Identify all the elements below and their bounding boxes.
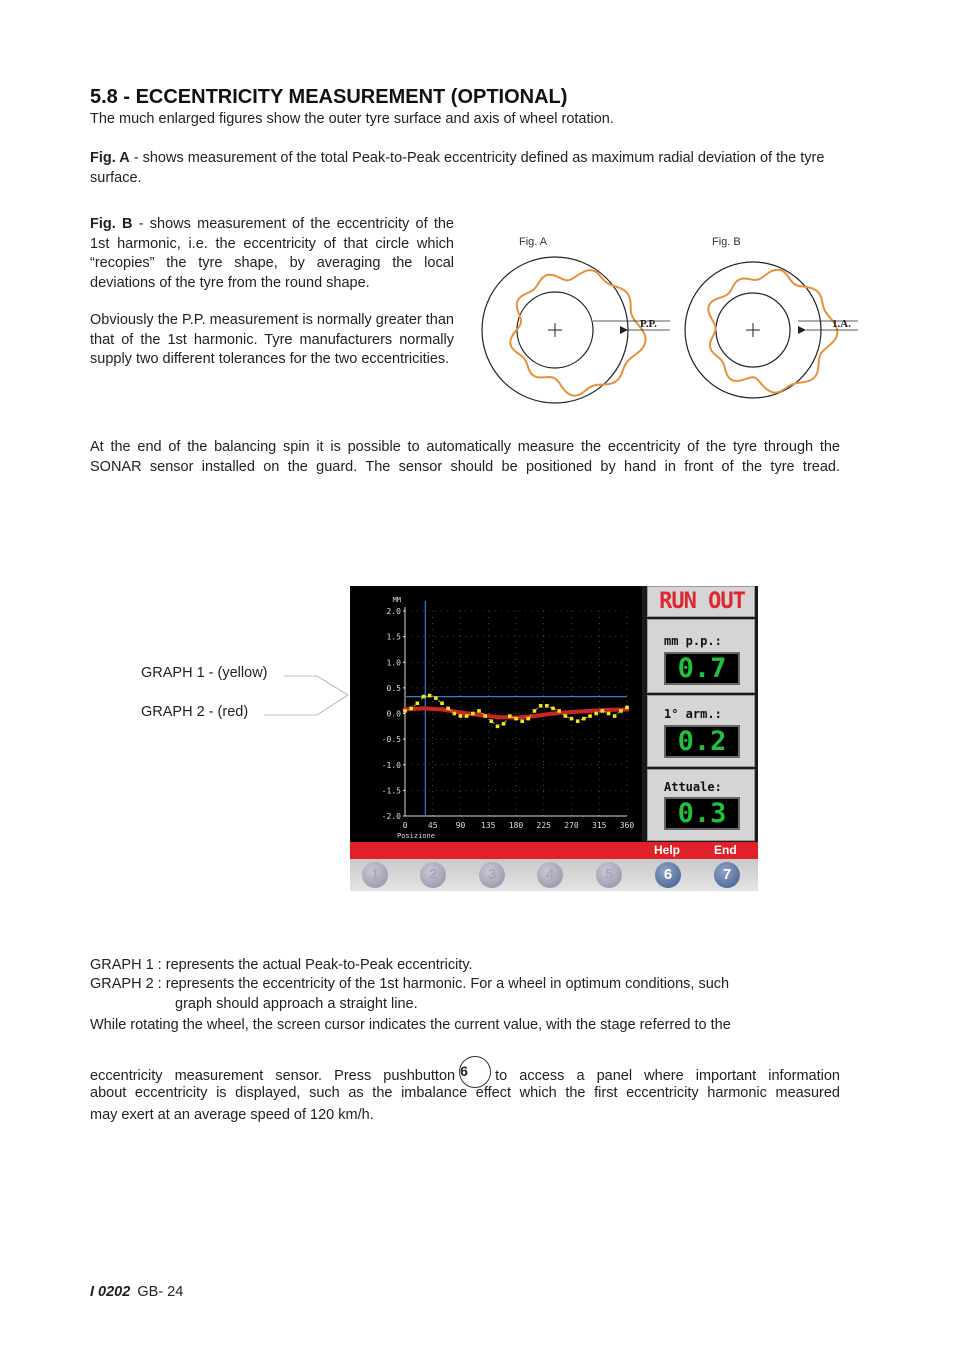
graph1-point	[594, 712, 598, 716]
x-tick-label: 270	[564, 821, 579, 830]
graph1-point	[446, 707, 450, 711]
graph2-point	[588, 709, 592, 713]
arm-value-display: 0.2	[664, 725, 740, 758]
fig-b-ia-arrow	[798, 326, 806, 334]
graph1-point	[477, 709, 481, 713]
graph1-desc: GRAPH 1 : represents the actual Peak-to-Peak eccentricity.	[90, 957, 473, 973]
fig-b-paragraph	[90, 215, 454, 293]
eccentricity-figures	[470, 250, 870, 415]
graph1-label: GRAPH 1 - (yellow)	[141, 665, 268, 681]
fig-b-diagram	[685, 262, 858, 398]
graph1-point	[520, 719, 524, 723]
button-1[interactable]: 1	[362, 862, 388, 888]
arm-panel	[647, 695, 755, 767]
graph1-point	[508, 714, 512, 718]
press-line3: may exert at an average speed of 120 km/h.	[90, 1107, 374, 1123]
function-bar	[350, 842, 758, 859]
graph1-point	[533, 709, 537, 713]
x-tick-label: 0	[402, 821, 408, 830]
obvious-paragraph: Obviously the P.P. measurement is normally greater than that of the 1st harmonic. Tyre manufacturers normally supply two different tolerances for the two eccentricities.	[90, 312, 454, 367]
page-footer	[90, 1284, 183, 1300]
button-5[interactable]: 5	[596, 862, 622, 888]
end-label: End	[714, 843, 737, 857]
y-tick-label: 0.0	[386, 709, 401, 719]
graph1-point	[459, 714, 463, 718]
x-axis-label: Posizione	[397, 832, 435, 840]
y-unit-label: MM	[392, 596, 401, 604]
page-number: GB- 24	[137, 1284, 184, 1300]
graph1-point	[557, 709, 561, 713]
pp-panel	[647, 619, 755, 693]
graph2-point	[477, 713, 481, 717]
graph2-desc-cont: graph should approach a straight line.	[175, 996, 418, 1012]
y-tick-label: 2.0	[386, 607, 401, 616]
pp-label: mm p.p.:	[664, 634, 722, 648]
graph2-point	[496, 715, 500, 719]
graph2-desc: GRAPH 2 : represents the eccentricity of the 1st harmonic. For a wheel in optimum conditions, such	[90, 976, 730, 992]
fig-a-paragraph	[90, 149, 840, 188]
graph1-point	[483, 714, 487, 718]
graph1-point	[471, 712, 475, 716]
graph2-point	[607, 708, 611, 712]
x-tick-label: 360	[619, 821, 635, 830]
x-tick-label: 45	[427, 821, 438, 830]
graph1-point	[502, 722, 506, 726]
spin-paragraph-line1	[90, 438, 840, 477]
fig-b-bold: Fig. B	[90, 216, 133, 232]
graph1-point	[403, 709, 407, 713]
graph1-point	[545, 704, 549, 708]
graph2-label: GRAPH 2 - (red)	[141, 704, 249, 720]
graph2-point	[533, 714, 537, 718]
fig-b-label: Fig. B	[712, 236, 741, 248]
graph1-point	[496, 725, 500, 729]
actual-label: Attuale:	[664, 780, 722, 794]
x-tick-label: 135	[481, 821, 496, 830]
y-tick-label: 1.5	[386, 632, 401, 642]
rotating-paragraph: While rotating the wheel, the screen cursor indicates the current value, with the stage referred to the	[90, 1017, 731, 1033]
press-after: to access a panel where important information	[495, 1067, 840, 1084]
doc-code: I 0202	[90, 1284, 131, 1300]
graph1-point	[570, 717, 574, 721]
graph1-point	[416, 701, 420, 705]
button-2[interactable]: 2	[420, 862, 446, 888]
title-panel	[647, 586, 755, 617]
fig-b-ia-label: 1.A.	[832, 318, 851, 330]
graph2-point	[551, 712, 555, 716]
graph1-point	[607, 712, 611, 716]
graph2-point	[440, 707, 444, 711]
x-tick-label: 315	[592, 821, 607, 830]
button-6-help[interactable]: 6	[655, 862, 681, 888]
graph1-point	[588, 714, 592, 718]
graph1-point	[613, 714, 617, 718]
graph1-point	[490, 719, 494, 723]
fig-a-diagram	[482, 257, 670, 403]
graph1-point	[428, 694, 432, 698]
graph1-point	[465, 714, 469, 718]
graph1-point	[539, 704, 543, 708]
press-before: eccentricity measurement sensor. Press pushbutton	[90, 1067, 456, 1084]
pp-value-display: 0.7	[664, 652, 740, 685]
x-tick-label: 225	[536, 821, 551, 830]
graph2-point	[570, 710, 574, 714]
runout-chart	[350, 586, 642, 842]
fig-a-bold: Fig. A	[90, 150, 130, 166]
fig-a-label: Fig. A	[519, 236, 548, 248]
fig-b-text: - shows measurement of the eccentricity of the 1st harmonic, i.e. the eccentricity of that circle which “recopies” the tyre shape, by averaging the local deviations of the tyre from the round shape.	[90, 216, 454, 291]
x-tick-label: 180	[508, 821, 524, 830]
fig-a-text: - shows measurement of the total Peak-to-Peak eccentricity defined as maximum radial deviation of the tyre surface.	[90, 150, 825, 186]
fig-a-tyre-trace	[510, 270, 645, 396]
y-tick-label: -0.5	[381, 735, 401, 745]
graph2-point	[422, 706, 426, 710]
button-bar	[350, 859, 758, 891]
button-3[interactable]: 3	[479, 862, 505, 888]
y-tick-label: 1.0	[386, 658, 401, 668]
graph1-point	[551, 707, 555, 711]
graph1-point	[434, 696, 438, 700]
fig-b-tyre-trace	[708, 270, 837, 393]
graph2-point	[459, 710, 463, 714]
graph1-point	[514, 717, 518, 721]
y-tick-label: -1.5	[381, 786, 401, 796]
y-tick-label: -1.0	[381, 760, 401, 770]
button-7-end[interactable]: 7	[714, 862, 740, 888]
graph1-point	[576, 719, 580, 723]
press-line2: about eccentricity is displayed, such as the imbalance effect which the first eccentricity harmonic measured	[90, 1085, 840, 1101]
graph1-point	[409, 707, 413, 711]
fig-a-pp-label: P.P.	[640, 318, 657, 330]
help-label: Help	[654, 843, 681, 857]
y-tick-label: 0.5	[386, 683, 401, 693]
y-tick-label: -2.0	[381, 812, 401, 821]
graph1-point	[625, 706, 629, 710]
runout-title: RUN OUT	[659, 589, 745, 614]
fig-a-pp-arrow	[620, 326, 628, 334]
actual-value-display: 0.3	[664, 797, 740, 830]
graph-leader-lines	[262, 670, 352, 720]
runout-screen	[350, 586, 758, 891]
graph1-point	[619, 709, 623, 713]
actual-panel	[647, 769, 755, 841]
x-tick-label: 90	[455, 821, 466, 830]
graph1-point	[527, 717, 531, 721]
inline-button-6: 6	[459, 1056, 491, 1088]
graph1-point	[453, 712, 457, 716]
intro-text: The much enlarged figures show the outer tyre surface and axis of wheel rotation.	[90, 111, 614, 127]
section-heading: 5.8 - ECCENTRICITY MEASUREMENT (OPTIONAL)	[90, 86, 568, 108]
button-4[interactable]: 4	[537, 862, 563, 888]
graph1-point	[564, 714, 568, 718]
graph1-point	[601, 709, 605, 713]
graph1-point	[582, 717, 586, 721]
arm-label: 1° arm.:	[664, 707, 722, 721]
graph1-point	[422, 695, 426, 699]
graph1-point	[440, 701, 444, 705]
spin-text: At the end of the balancing spin it is possible to automatically measure the eccentricity of the tyre through the SONAR sensor installed on the guard. The sensor should be positioned by hand in front of the tyre tread.	[90, 439, 840, 475]
